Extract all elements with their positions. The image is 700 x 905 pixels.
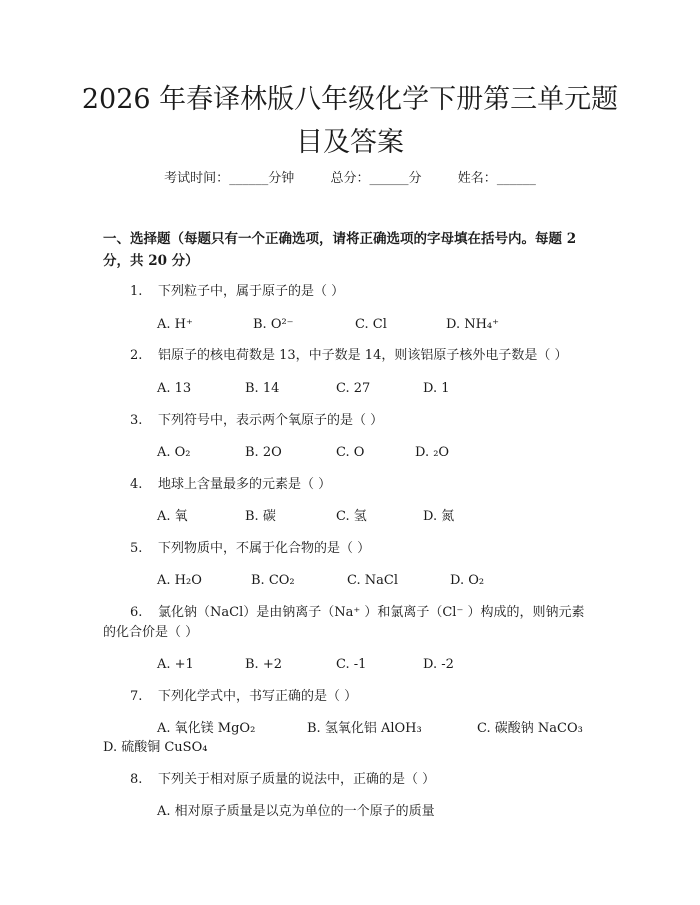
question-number: 7. [130, 689, 143, 704]
question-number: 1. [130, 284, 143, 299]
option-a[interactable]: A. H⁺ [157, 317, 193, 332]
option-a[interactable]: A. 13 [157, 381, 192, 396]
name-label: 姓名： [457, 171, 497, 186]
time-blank: ______ [229, 171, 269, 186]
question-number: 8. [130, 772, 143, 787]
option-c[interactable]: C. -1 [336, 657, 367, 672]
option-b[interactable]: B. CO₂ [251, 573, 295, 588]
exam-meta [0, 170, 700, 188]
option-a[interactable]: A. 相对原子质量是以克为单位的一个原子的质量 [157, 804, 435, 819]
option-a[interactable]: A. 氧化镁 MgO₂ [157, 721, 256, 736]
option-b[interactable]: B. 14 [245, 381, 280, 396]
score-label: 总分： [330, 171, 370, 186]
option-b[interactable]: B. +2 [245, 657, 282, 672]
question-text: 地球上含量最多的元素是（ ） [158, 477, 332, 492]
option-c[interactable]: C. NaCl [347, 573, 398, 588]
question-6-continued: 的化合价是（ ） [103, 625, 199, 640]
question-6 [130, 604, 584, 622]
question-5 [130, 540, 370, 558]
option-d[interactable]: D. NH₄⁺ [446, 317, 500, 332]
option-d[interactable]: D. ₂O [415, 445, 450, 460]
option-a[interactable]: A. 氧 [157, 509, 188, 524]
option-c[interactable]: C. 氢 [336, 509, 367, 524]
section-heading: 一、选择题（每题只有一个正确选项，请将正确选项的字母填在括号内。每题 2 分，共 20 分） [103, 231, 577, 269]
title-line-1: 2026 年春译林版八年级化学下册第三单元题 [81, 84, 619, 115]
time-label: 考试时间： [164, 171, 230, 186]
question-2 [130, 347, 567, 365]
option-c[interactable]: C. Cl [355, 317, 387, 332]
question-number: 4. [130, 477, 143, 492]
question-number: 6. [130, 605, 143, 620]
option-a[interactable]: A. +1 [157, 657, 194, 672]
question-7 [130, 688, 357, 706]
question-8 [130, 771, 435, 789]
option-d[interactable]: D. O₂ [450, 573, 485, 588]
question-number: 3. [130, 413, 143, 428]
question-text: 氯化钠（NaCl）是由钠离子（Na⁺ ）和氯离子（Cl⁻ ）构成的，则钠元素 [158, 605, 585, 620]
question-text: 下列关于相对原子质量的说法中，正确的是（ ） [158, 772, 436, 787]
question-text: 铝原子的核电荷数是 13，中子数是 14，则该铝原子核外电子数是（ ） [158, 348, 568, 363]
question-text: 下列符号中，表示两个氧原子的是（ ） [158, 413, 384, 428]
question-1 [130, 283, 344, 301]
time-unit: 分钟 [268, 171, 295, 186]
question-text: 下列物质中，不属于化合物的是（ ） [158, 541, 371, 556]
document-title [60, 78, 640, 164]
question-4 [130, 476, 331, 494]
option-b[interactable]: B. 氢氧化铝 AlOH₃ [307, 721, 422, 736]
option-d[interactable]: D. 硫酸铜 CuSO₄ [103, 740, 208, 755]
score-blank: ______ [369, 171, 409, 186]
option-a[interactable]: A. H₂O [157, 573, 202, 588]
option-c[interactable]: C. 27 [336, 381, 371, 396]
title-line-2: 目及答案 [296, 127, 404, 158]
option-c[interactable]: C. O [336, 445, 365, 460]
question-text: 下列粒子中，属于原子的是（ ） [158, 284, 345, 299]
option-b[interactable]: B. O²⁻ [253, 317, 294, 332]
question-number: 5. [130, 541, 143, 556]
score-unit: 分 [408, 171, 422, 186]
option-b[interactable]: B. 2O [245, 445, 282, 460]
option-b[interactable]: B. 碳 [245, 509, 276, 524]
option-c[interactable]: C. 碳酸钠 NaCO₃ [477, 721, 583, 736]
option-d[interactable]: D. -2 [423, 657, 454, 672]
option-d[interactable]: D. 1 [423, 381, 450, 396]
question-3 [130, 412, 383, 430]
option-a[interactable]: A. O₂ [157, 445, 191, 460]
option-d[interactable]: D. 氮 [423, 509, 455, 524]
question-number: 2. [130, 348, 143, 363]
question-text: 下列化学式中，书写正确的是（ ） [158, 689, 358, 704]
name-blank: ______ [496, 171, 536, 186]
